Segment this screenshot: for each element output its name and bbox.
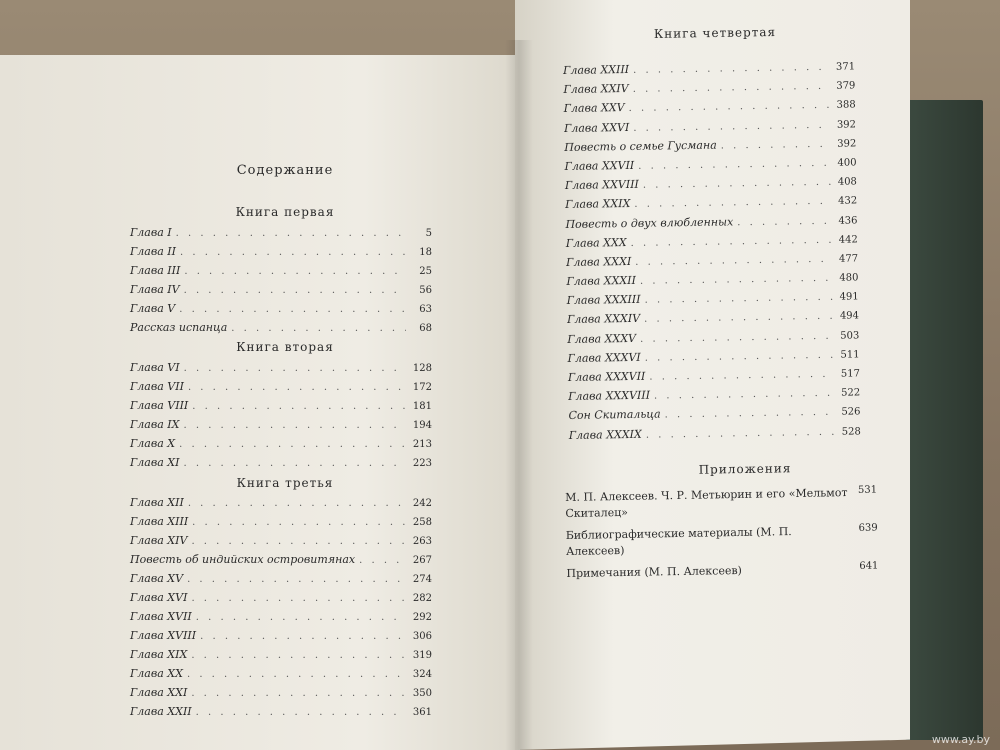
toc-entry — [130, 705, 432, 724]
leader-dots — [184, 363, 406, 374]
leader-dots — [183, 420, 406, 431]
entry-label: Глава X — [130, 437, 176, 450]
leader-dots — [188, 498, 406, 509]
entry-page: 56 — [419, 285, 432, 296]
toc-entry — [130, 437, 432, 456]
book-two-list — [130, 361, 432, 475]
toc-entry — [130, 302, 432, 321]
entry-label: Глава XXXIV — [566, 312, 641, 327]
leader-dots — [737, 215, 831, 227]
toc-entry — [130, 667, 432, 686]
entry-label: Глава VI — [130, 361, 180, 374]
leader-dots — [721, 139, 831, 152]
toc-entry — [130, 629, 432, 648]
entry-label: Глава XIII — [130, 515, 189, 528]
entry-page: 194 — [412, 420, 432, 431]
leader-dots — [665, 407, 835, 421]
leader-dots — [644, 292, 832, 306]
leader-dots — [640, 330, 833, 344]
entry-page: 392 — [836, 118, 857, 131]
entry-label: Глава XXXV — [567, 331, 637, 346]
toc-entry — [130, 553, 432, 572]
entry-page: 408 — [837, 176, 857, 188]
leader-dots — [196, 707, 406, 718]
leader-dots — [200, 631, 406, 642]
entry-page: 223 — [412, 458, 432, 469]
entry-label: Глава XXXVI — [567, 350, 641, 365]
entry-page: 25 — [419, 266, 432, 277]
entry-page: 522 — [841, 387, 861, 399]
entry-label: Глава IV — [130, 283, 180, 296]
leader-dots — [649, 369, 834, 383]
entry-page: 128 — [412, 363, 432, 374]
entry-page: 379 — [836, 80, 856, 92]
entry-label: Глава IX — [130, 418, 180, 431]
leader-dots — [184, 285, 406, 296]
entry-page: 274 — [412, 574, 432, 585]
entry-page: 392 — [837, 138, 857, 150]
appendix-text: Библиографические материалы (М. П. Алексеев) — [565, 525, 792, 558]
entry-page: 213 — [412, 439, 432, 450]
entry-label: Глава VII — [130, 380, 184, 393]
entry-label: Глава XXX — [565, 235, 627, 250]
entry-page: 319 — [412, 650, 432, 661]
entry-page: 503 — [840, 330, 860, 342]
leader-dots — [196, 612, 406, 623]
toc-entry — [130, 245, 432, 264]
leader-dots — [180, 247, 406, 258]
entry-label: Глава I — [130, 226, 172, 239]
entry-label: Глава XXXII — [566, 273, 637, 289]
entry-label: Глава II — [130, 245, 176, 258]
entry-label: Глава XVII — [130, 610, 192, 623]
toc-entry — [130, 456, 432, 475]
toc-entry — [130, 321, 432, 340]
leader-dots — [191, 650, 406, 661]
leader-dots — [231, 323, 406, 334]
entry-label: Глава XXV — [563, 101, 625, 116]
entry-label: Глава XXVIII — [564, 177, 639, 193]
appendix-entry — [566, 523, 879, 560]
entry-label: Сон Скитальца — [568, 407, 661, 423]
appendix-entry — [566, 561, 878, 582]
entry-label: Глава XII — [130, 496, 184, 509]
leader-dots — [634, 196, 831, 210]
toc-entry — [130, 496, 432, 515]
entry-label: Глава XX — [130, 667, 183, 680]
entry-page: 258 — [412, 517, 432, 528]
entry-label: Глава XXII — [130, 705, 192, 718]
leader-dots — [192, 517, 406, 528]
leader-dots — [191, 536, 406, 547]
leader-dots — [633, 81, 830, 95]
leader-dots — [187, 574, 406, 585]
leader-dots — [633, 62, 829, 76]
toc-entry — [130, 572, 432, 591]
entry-page: 267 — [412, 555, 432, 566]
entry-label: Глава XXIII — [563, 62, 630, 77]
leader-dots — [179, 439, 406, 450]
entry-page: 181 — [412, 401, 432, 412]
entry-page: 350 — [412, 688, 432, 699]
entry-page: 18 — [419, 247, 432, 258]
entry-page: 172 — [412, 382, 432, 393]
entry-label: Глава XXXI — [566, 254, 632, 269]
leader-dots — [638, 158, 831, 172]
entry-label: Глава XXIV — [563, 82, 629, 97]
entry-page: 371 — [835, 61, 856, 73]
entry-page: 436 — [838, 214, 858, 227]
leader-dots — [645, 350, 834, 364]
toc-entry — [130, 591, 432, 610]
leader-dots — [629, 100, 830, 114]
leader-dots — [184, 266, 406, 277]
leader-dots — [644, 311, 833, 325]
entry-label: Глава XXXIX — [568, 427, 642, 442]
entry-label: Глава XXVII — [564, 158, 635, 173]
entry-page: 442 — [838, 234, 858, 246]
entry-page: 491 — [839, 291, 859, 303]
entry-page: 306 — [412, 631, 432, 642]
entry-page: 477 — [838, 253, 859, 265]
entry-page: 400 — [837, 157, 857, 169]
leader-dots — [633, 119, 830, 133]
appendix-entry — [565, 485, 878, 522]
entry-label: Глава XXXVIII — [568, 388, 651, 404]
entry-label: Глава V — [130, 302, 176, 315]
entry-page: 5 — [425, 228, 432, 239]
leader-dots — [359, 555, 406, 566]
entry-label: Глава XIX — [130, 648, 188, 661]
entry-page: 511 — [840, 349, 860, 361]
entry-page: 242 — [412, 498, 432, 509]
entry-page: 480 — [839, 272, 859, 284]
contents-title: Содержание — [236, 163, 334, 178]
appendix-text: М. П. Алексеев. Ч. Р. Метьюрин и его «Мельмот Скиталец» — [565, 486, 848, 520]
entry-page: 282 — [412, 593, 432, 604]
book-one-heading: Книга первая — [235, 205, 335, 219]
entry-label: Повесть об индийских островитянах — [130, 553, 356, 566]
leader-dots — [643, 177, 831, 191]
book-cover — [905, 100, 983, 740]
book-three-heading: Книга третья — [236, 476, 334, 490]
entry-page: 517 — [840, 368, 860, 380]
leader-dots — [646, 426, 835, 440]
toc-entry — [130, 226, 432, 245]
entry-label: Глава VIII — [130, 399, 189, 412]
entry-page: 292 — [412, 612, 432, 623]
entry-page: 263 — [412, 536, 432, 547]
leader-dots — [640, 273, 833, 287]
entry-page: 388 — [836, 99, 856, 112]
watermark: www.ay.by — [931, 733, 990, 746]
leader-dots — [191, 688, 406, 699]
entry-label: Глава XXIX — [565, 197, 631, 212]
entry-page: 432 — [838, 195, 858, 208]
entry-label: Глава III — [130, 264, 181, 277]
toc-entry — [130, 283, 432, 302]
leader-dots — [187, 669, 406, 680]
book-gutter — [505, 40, 533, 750]
entry-label: Глава XVIII — [130, 629, 197, 642]
entry-page: 324 — [412, 669, 432, 680]
toc-entry — [130, 418, 432, 437]
appendix-page: 639 — [858, 522, 878, 534]
appendix-page: 641 — [859, 560, 879, 572]
leader-dots — [192, 401, 406, 412]
entry-page: 361 — [412, 707, 432, 718]
entry-page: 526 — [841, 406, 861, 419]
entry-label: Глава XIV — [130, 534, 188, 547]
toc-entry — [130, 534, 432, 553]
toc-entry — [130, 686, 432, 705]
toc-entry — [130, 264, 432, 283]
toc-entry — [130, 399, 432, 418]
toc-entry — [130, 610, 432, 629]
entry-page: 494 — [839, 310, 860, 323]
book-three-list — [130, 496, 432, 724]
leader-dots — [191, 593, 406, 604]
leader-dots — [183, 458, 406, 469]
leader-dots — [188, 382, 406, 393]
appendix-text: Примечания (М. П. Алексеев) — [566, 563, 743, 580]
appendix-heading: Приложения — [698, 461, 792, 477]
entry-label: Глава XI — [130, 456, 180, 469]
book-four-heading: Книга четвертая — [653, 25, 777, 41]
book-four-list — [563, 59, 861, 447]
book-two-heading: Книга вторая — [236, 340, 334, 354]
toc-entry — [130, 380, 432, 399]
entry-label: Глава XXXVII — [567, 369, 646, 384]
entry-page: 528 — [841, 425, 861, 438]
appendix-page: 531 — [857, 484, 878, 496]
leader-dots — [179, 304, 406, 315]
toc-entry — [130, 648, 432, 667]
entry-label: Глава XXXIII — [566, 293, 641, 308]
leader-dots — [631, 234, 832, 248]
leader-dots — [654, 388, 834, 402]
entry-label: Глава XXI — [130, 686, 188, 699]
entry-label: Рассказ испанца — [130, 321, 228, 334]
entry-label: Глава XXVI — [563, 120, 630, 135]
book-one-list — [130, 226, 432, 340]
toc-entry — [130, 361, 432, 380]
leader-dots — [635, 254, 832, 268]
leader-dots — [176, 228, 406, 239]
entry-label: Глава XVI — [130, 591, 188, 604]
entry-label: Глава XV — [130, 572, 184, 585]
toc-entry — [130, 515, 432, 534]
entry-label: Повесть о семье Гусмана — [564, 138, 717, 154]
entry-page: 68 — [419, 323, 432, 334]
appendix-list — [565, 485, 879, 588]
entry-label: Повесть о двух влюбленных — [565, 214, 734, 231]
entry-page: 63 — [419, 304, 432, 315]
